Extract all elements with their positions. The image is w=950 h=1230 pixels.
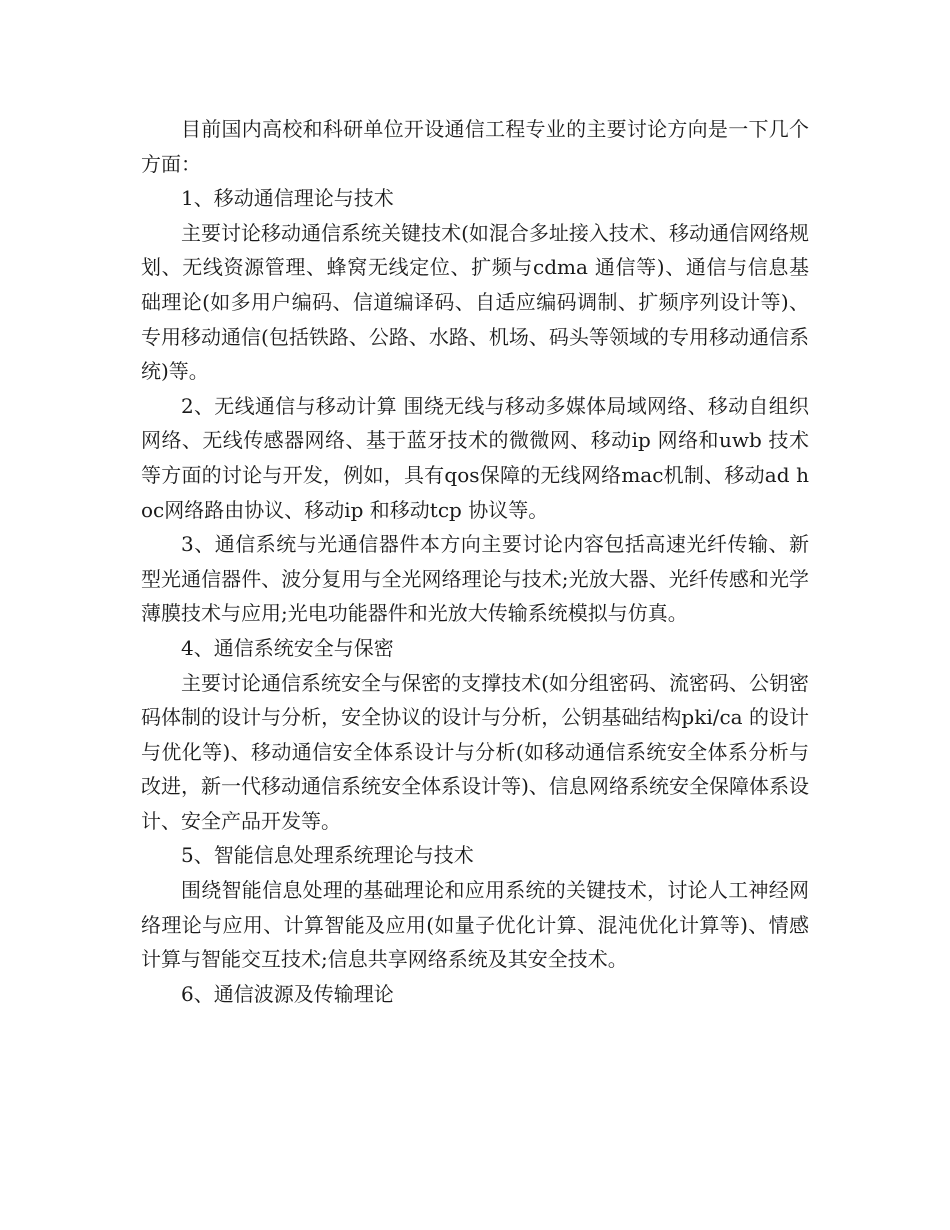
intro-paragraph: 目前国内高校和科研单位开设通信工程专业的主要讨论方向是一下几个方面： (141, 117, 809, 176)
body-paragraph: 主要讨论通信系统安全与保密的支撑技术(如分组密码、流密码、公钥密码体制的设计与分析，安全协议的设计与分析，公钥基础结构pki/ca 的设计与优化等)、移动通信安全体系设计与分析(如移动通信系统安全体系分析与改进，新一代移动通信系统安全体系设计等)、信息网络系统安全保障体系设计、安全产品开发等。 (141, 670, 809, 833)
body-paragraph: 主要讨论移动通信系统关键技术(如混合多址接入技术、移动通信网络规划、无线资源管理、蜂窝无线定位、扩频与cdma 通信等)、通信与信息基础理论(如多用户编码、信道编译码、自适应编码调制、扩频序列设计等)、专用移动通信(包括铁路、公路、水路、机场、码头等领域的专用移动通信系统)等。 (141, 220, 809, 384)
section-heading: 1、移动通信理论与技术 (181, 186, 394, 211)
section-heading: 5、智能信息处理系统理论与技术 (181, 843, 474, 868)
section-heading: 4、通信系统安全与保密 (181, 635, 394, 660)
body-paragraph: 2、无线通信与移动计算 围绕无线与移动多媒体局域网络、移动自组织网络、无线传感器网络、基于蓝牙技术的微微网、移动ip 网络和uwb 技术等方面的讨论与开发，例如，具有qos保障的无线网络mac机制、移动ad hoc网络路由协议、移动ip 和移动tcp 协议等。 (141, 393, 809, 522)
body-paragraph: 3、通信系统与光通信器件本方向主要讨论内容包括高速光纤传输、新型光通信器件、波分复用与全光网络理论与技术;光放大器、光纤传感和光学薄膜技术与应用;光电功能器件和光放大传输系统模拟与仿真。 (141, 532, 809, 626)
document-body (141, 112, 809, 1011)
body-paragraph: 围绕智能信息处理的基础理论和应用系统的关键技术，讨论人工神经网络理论与应用、计算智能及应用(如量子优化计算、混沌优化计算等)、情感计算与智能交互技术;信息共享网络系统及其安全技术。 (141, 878, 809, 972)
section-heading: 6、通信波源及传输理论 (181, 981, 394, 1006)
